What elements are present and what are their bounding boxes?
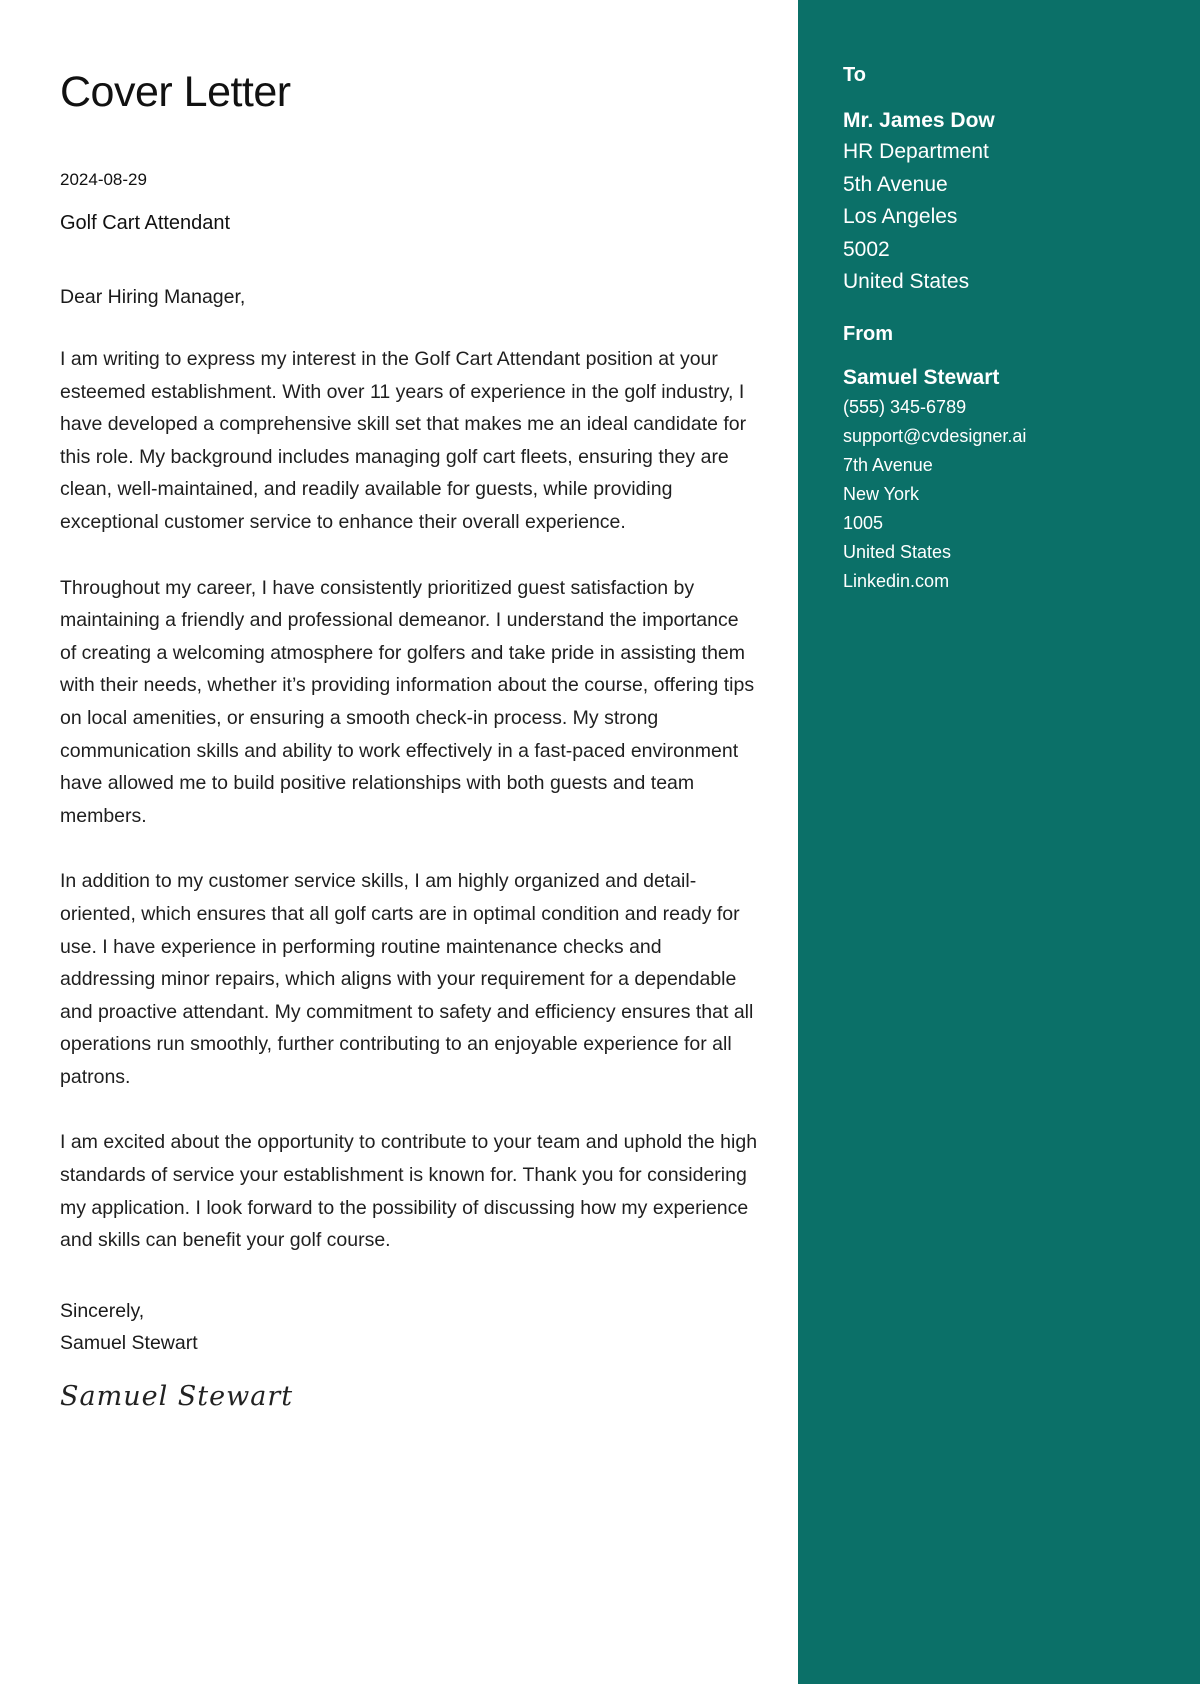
sender-street: 7th Avenue: [843, 454, 933, 475]
job-title: Golf Cart Attendant: [60, 212, 231, 234]
recipient-postal-code: 5002: [843, 237, 890, 261]
paragraph-1: I am writing to express my interest in the Golf Cart Attendant position at your esteemed establishment. With over 11 years of experience in the golf industry, I have developed a comprehensive skill set that makes me an ideal candidate for this role. My background includes managing golf cart fleets, ensuring they are clean, well-maintained, and readily available for guests, while providing exceptional customer service to enhance their overall experience.: [60, 348, 747, 533]
sender-city: New York: [843, 483, 920, 504]
contact-sidebar: [798, 0, 1200, 1684]
paragraph-2: Throughout my career, I have consistently prioritized guest satisfaction by maintaining a friendly and professional demeanor. I understand the importance of creating a welcoming atmosphere for golfers and take pride in assisting them with their needs, whether it’s providing information about the course, offering tips on local amenities, or ensuring a smooth check-in process. My strong communication skills and ability to work effectively in a fast-paced environment have allowed me to build positive relationships with both guests and team members.: [60, 576, 755, 827]
sender-country: United States: [843, 541, 952, 562]
closing-block: [60, 1295, 758, 1359]
closing-phrase: Sincerely,: [60, 1299, 145, 1322]
sender-phone: (555) 345-6789: [843, 396, 967, 417]
closing-name: Samuel Stewart: [60, 1331, 198, 1354]
sender-postal-code: 1005: [843, 512, 884, 533]
sender-email: support@cvdesigner.ai: [843, 425, 1027, 446]
from-label: From: [843, 322, 893, 345]
sender-block: [843, 321, 1170, 596]
letter-date: 2024-08-29: [60, 170, 147, 189]
sender-linkedin: Linkedin.com: [843, 570, 950, 591]
signature: Samuel Stewart: [60, 1380, 294, 1412]
recipient-street: 5th Avenue: [843, 172, 948, 196]
recipient-city: Los Angeles: [843, 205, 958, 229]
to-label: To: [843, 64, 866, 86]
paragraph-4: I am excited about the opportunity to contribute to your team and uphold the high standards of service your establishment is known for. Thank you for considering my application. I look forward to the possibility of discussing how my experience and skills can benefit your golf course.: [60, 1131, 758, 1252]
paragraph-3: In addition to my customer service skills, I am highly organized and detail-oriented, which ensures that all golf carts are in optimal condition and ready for use. I have experience in performing routine maintenance checks and addressing minor repairs, which aligns with your requirement for a dependable and proactive attendant. My commitment to safety and efficiency ensures that all operations run smoothly, further contributing to an enjoyable experience for all patrons.: [60, 870, 754, 1088]
recipient-block: [843, 62, 1170, 299]
sender-name: Samuel Stewart: [843, 365, 1000, 389]
recipient-name: Mr. James Dow: [843, 109, 995, 132]
salutation: Dear Hiring Manager,: [60, 286, 246, 308]
recipient-country: United States: [843, 270, 970, 294]
recipient-department: HR Department: [843, 140, 989, 163]
page-title: Cover Letter: [60, 68, 291, 116]
